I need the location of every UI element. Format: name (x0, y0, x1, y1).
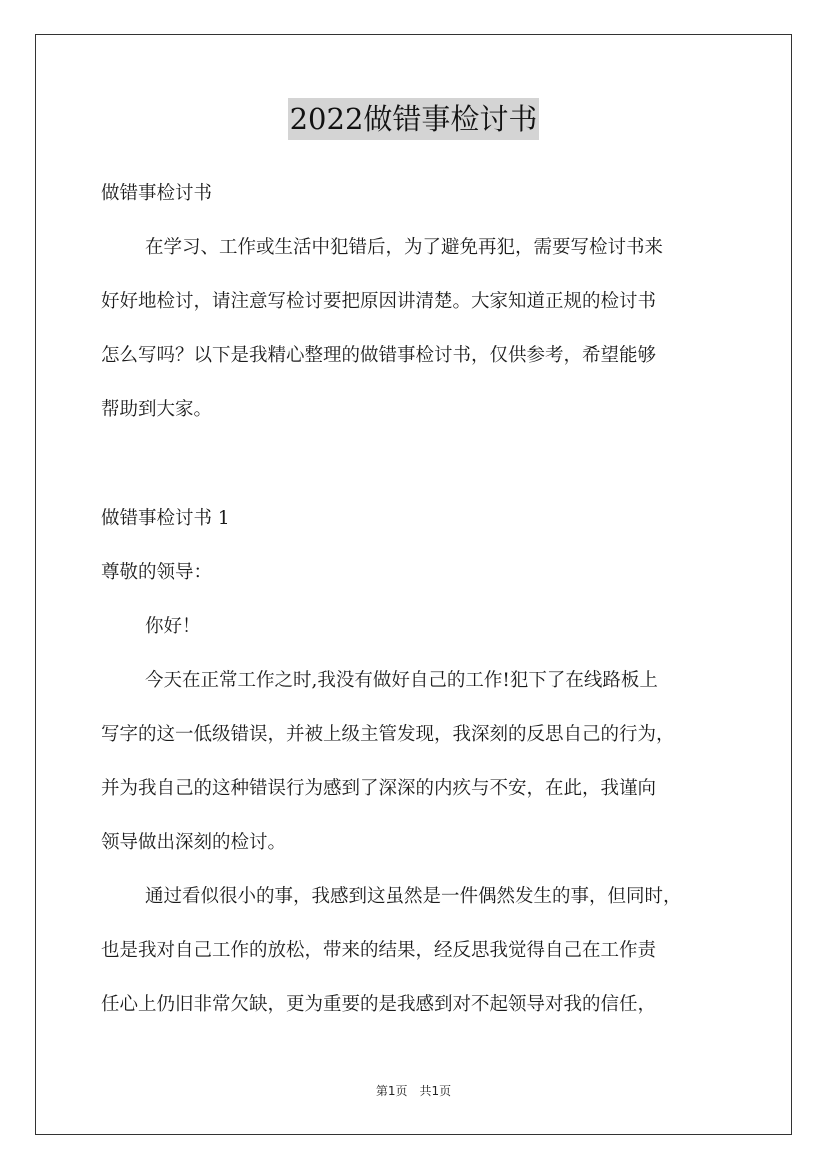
greeting: 你好！ (145, 616, 201, 637)
paragraph-line: 任心上仍旧非常欠缺，更为重要的是我感到对不起领导对我的信任， (101, 994, 657, 1015)
paragraph-line: 帮助到大家。 (101, 399, 213, 420)
paragraph-line: 领导做出深刻的检讨。 (101, 832, 287, 853)
paragraph-line: 也是我对自己工作的放松，带来的结果，经反思我觉得自己在工作责 (101, 940, 657, 961)
paragraph-line: 写字的这一低级错误，并被上级主管发现，我深刻的反思自己的行为， (101, 724, 675, 745)
paragraph-line: 在学习、工作或生活中犯错后，为了避免再犯，需要写检讨书来 (145, 237, 664, 258)
paragraph-line: 并为我自己的这种错误行为感到了深深的内疚与不安，在此，我谨向 (101, 778, 657, 799)
salutation: 尊敬的领导： (101, 562, 213, 583)
subtitle-line: 做错事检讨书 (101, 183, 213, 204)
paragraph-line: 好好地检讨，请注意写检讨要把原因讲清楚。大家知道正规的检讨书 (101, 291, 657, 312)
page-number-current: 第1页 (375, 1084, 408, 1098)
paragraph-line: 怎么写吗？以下是我精心整理的做错事检讨书，仅供参考，希望能够 (101, 345, 657, 366)
document-title: 2022做错事检讨书 (288, 98, 540, 140)
page-footer (0, 1083, 827, 1099)
paragraph-line: 今天在正常工作之时,我没有做好自己的工作!犯下了在线路板上 (145, 670, 658, 691)
page-number-total: 共1页 (419, 1084, 452, 1098)
paragraph-line: 通过看似很小的事，我感到这虽然是一件偶然发生的事，但同时， (145, 886, 682, 907)
title-container (0, 98, 827, 140)
section-heading: 做错事检讨书 1 (101, 508, 230, 529)
